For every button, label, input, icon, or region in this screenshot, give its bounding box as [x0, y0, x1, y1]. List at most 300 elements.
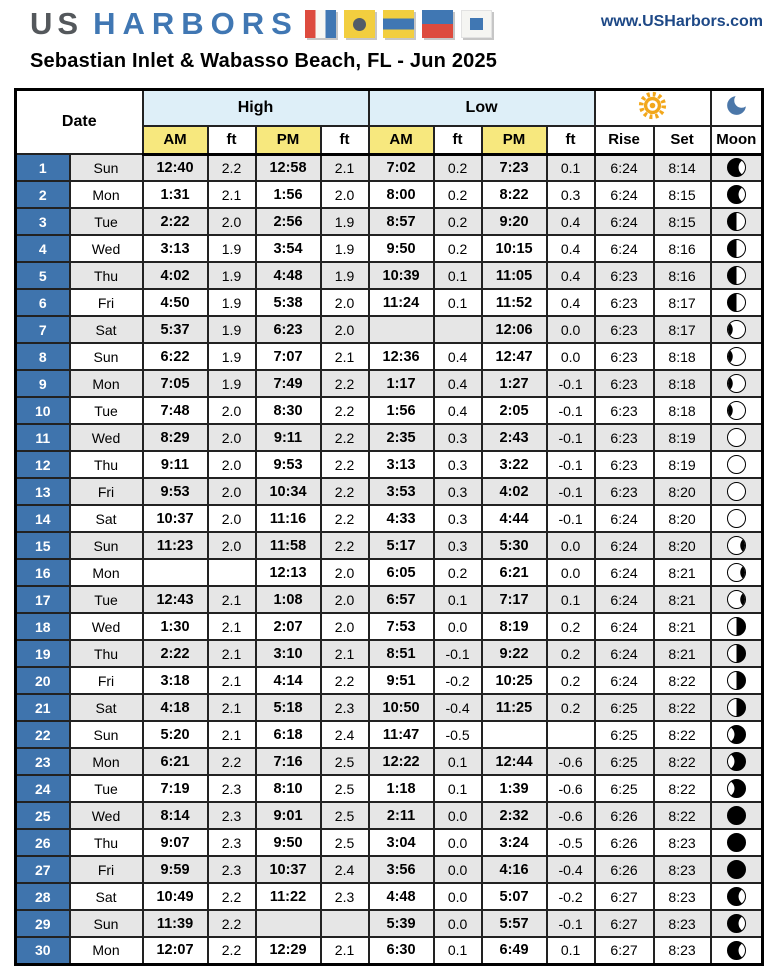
- tide-row: [16, 289, 763, 316]
- high-pm-height: 2.1: [321, 640, 369, 667]
- moon-phase-cell: [711, 883, 763, 910]
- high-am-height: 2.2: [208, 910, 256, 937]
- logo-row: [30, 5, 763, 41]
- high-am-height: 2.1: [208, 694, 256, 721]
- high-pm-height: 2.1: [321, 154, 369, 181]
- high-am-time: 4:02: [143, 262, 208, 289]
- moon-phase-cell: [711, 451, 763, 478]
- high-pm-height: 2.2: [321, 667, 369, 694]
- moon-phase-cell: [711, 640, 763, 667]
- sunrise-time: 6:24: [595, 505, 654, 532]
- low-am-time: 7:02: [369, 154, 434, 181]
- logo-harbors-text: HARBORS: [93, 5, 299, 41]
- tide-row: [16, 154, 763, 181]
- low-am-time: 8:51: [369, 640, 434, 667]
- high-am-height: 1.9: [208, 370, 256, 397]
- high-pm-time: 2:07: [256, 613, 321, 640]
- sunset-time: 8:19: [654, 424, 711, 451]
- low-am-ft-header: ft: [434, 126, 482, 154]
- moon-phase-icon: [727, 590, 746, 609]
- sunset-time: 8:15: [654, 208, 711, 235]
- low-am-height: 0.0: [434, 856, 482, 883]
- moon-phase-cell: [711, 262, 763, 289]
- low-pm-height: -0.6: [547, 748, 595, 775]
- day-number: 29: [16, 910, 70, 937]
- sunset-time: 8:18: [654, 397, 711, 424]
- sunrise-time: 6:24: [595, 181, 654, 208]
- sunset-time: 8:21: [654, 640, 711, 667]
- moon-phase-icon: [727, 158, 746, 177]
- day-number: 11: [16, 424, 70, 451]
- sunrise-time: 6:24: [595, 667, 654, 694]
- low-am-height: -0.1: [434, 640, 482, 667]
- low-pm-height: -0.1: [547, 910, 595, 937]
- low-pm-height: -0.6: [547, 802, 595, 829]
- sun-icon: [638, 91, 667, 120]
- low-am-height: -0.4: [434, 694, 482, 721]
- moon-phase-icon: [727, 293, 746, 312]
- moon-phase-cell: [711, 154, 763, 181]
- moon-phase-icon: [727, 320, 746, 339]
- low-pm-height: 0.2: [547, 613, 595, 640]
- moon-phase-icon: [727, 428, 746, 447]
- high-pm-height: 2.4: [321, 856, 369, 883]
- high-pm-time: 7:49: [256, 370, 321, 397]
- high-pm-height: 2.4: [321, 721, 369, 748]
- low-am-height: 0.0: [434, 802, 482, 829]
- day-number: 15: [16, 532, 70, 559]
- logo-us-text: US: [30, 5, 84, 41]
- high-am-height: 2.1: [208, 586, 256, 613]
- day-number: 28: [16, 883, 70, 910]
- low-pm-height: 0.2: [547, 667, 595, 694]
- sunset-time: 8:18: [654, 343, 711, 370]
- low-am-height: -0.2: [434, 667, 482, 694]
- high-pm-time: 7:16: [256, 748, 321, 775]
- high-am-time: 6:21: [143, 748, 208, 775]
- moon-phase-cell: [711, 397, 763, 424]
- high-am-height: 1.9: [208, 343, 256, 370]
- high-pm-height: 2.2: [321, 424, 369, 451]
- high-pm-time: [256, 910, 321, 937]
- low-am-time: 6:57: [369, 586, 434, 613]
- tide-table: [14, 88, 764, 966]
- moon-phase-icon: [727, 239, 746, 258]
- low-am-height: 0.1: [434, 586, 482, 613]
- low-pm-height: -0.5: [547, 829, 595, 856]
- day-number: 7: [16, 316, 70, 343]
- high-pm-time: 5:38: [256, 289, 321, 316]
- high-pm-height: 2.3: [321, 883, 369, 910]
- sunrise-time: 6:24: [595, 208, 654, 235]
- nautical-flags: [305, 10, 492, 38]
- sunset-time: 8:22: [654, 775, 711, 802]
- moon-phase-icon: [727, 779, 746, 798]
- sunset-time: 8:23: [654, 937, 711, 964]
- sunrise-time: 6:24: [595, 640, 654, 667]
- high-pm-time: 12:29: [256, 937, 321, 964]
- echo-flag-icon: [422, 10, 453, 38]
- low-pm-height: -0.1: [547, 478, 595, 505]
- low-am-time: 10:50: [369, 694, 434, 721]
- moon-phase-icon: [727, 698, 746, 717]
- high-pm-height: 2.3: [321, 694, 369, 721]
- moon-phase-cell: [711, 370, 763, 397]
- high-am-height: [208, 559, 256, 586]
- sunrise-time: 6:24: [595, 559, 654, 586]
- weekday: Wed: [70, 424, 143, 451]
- low-pm-height: 0.0: [547, 532, 595, 559]
- moon-phase-cell: [711, 748, 763, 775]
- low-am-height: 0.4: [434, 397, 482, 424]
- weekday: Fri: [70, 478, 143, 505]
- high-pm-time: 8:30: [256, 397, 321, 424]
- sunrise-time: 6:26: [595, 802, 654, 829]
- high-am-height: 2.0: [208, 478, 256, 505]
- day-number: 23: [16, 748, 70, 775]
- low-pm-time: 10:25: [482, 667, 547, 694]
- high-am-time: 11:23: [143, 532, 208, 559]
- sunrise-time: 6:23: [595, 451, 654, 478]
- low-am-height: 0.3: [434, 451, 482, 478]
- weekday: Wed: [70, 235, 143, 262]
- high-am-time: 1:31: [143, 181, 208, 208]
- moon-phase-cell: [711, 316, 763, 343]
- moon-phase-cell: [711, 532, 763, 559]
- low-pm-time: 1:39: [482, 775, 547, 802]
- low-am-time: 6:05: [369, 559, 434, 586]
- high-pm-height: 2.1: [321, 937, 369, 964]
- high-pm-time: 9:53: [256, 451, 321, 478]
- weekday: Sun: [70, 343, 143, 370]
- day-number: 24: [16, 775, 70, 802]
- sunset-time: 8:16: [654, 235, 711, 262]
- tide-row: [16, 559, 763, 586]
- moon-phase-icon: [727, 887, 746, 906]
- low-pm-height: -0.1: [547, 370, 595, 397]
- day-number: 25: [16, 802, 70, 829]
- weekday: Sun: [70, 721, 143, 748]
- sunset-time: 8:22: [654, 667, 711, 694]
- low-pm-height: -0.1: [547, 424, 595, 451]
- low-pm-height: 0.1: [547, 586, 595, 613]
- low-pm-height: -0.1: [547, 505, 595, 532]
- weekday: Tue: [70, 397, 143, 424]
- low-pm-height: 0.0: [547, 343, 595, 370]
- low-am-height: 0.1: [434, 937, 482, 964]
- high-am-height: 1.9: [208, 262, 256, 289]
- weekday: Fri: [70, 667, 143, 694]
- low-pm-time: 1:27: [482, 370, 547, 397]
- tide-row: [16, 478, 763, 505]
- high-pm-height: 2.0: [321, 586, 369, 613]
- weekday: Wed: [70, 613, 143, 640]
- sunset-time: 8:21: [654, 559, 711, 586]
- page-header: [0, 0, 777, 73]
- day-number: 30: [16, 937, 70, 964]
- sunset-time: 8:23: [654, 829, 711, 856]
- sunrise-time: 6:23: [595, 478, 654, 505]
- low-am-time: 8:57: [369, 208, 434, 235]
- moon-column-header: Moon: [711, 126, 763, 154]
- moon-phase-cell: [711, 856, 763, 883]
- high-pm-height: [321, 910, 369, 937]
- low-am-height: 0.1: [434, 748, 482, 775]
- moon-phase-icon: [727, 185, 746, 204]
- tide-row: [16, 883, 763, 910]
- date-column-header: Date: [16, 90, 143, 155]
- day-number: 8: [16, 343, 70, 370]
- sunrise-time: 6:27: [595, 937, 654, 964]
- moon-phase-cell: [711, 613, 763, 640]
- low-pm-time: 2:43: [482, 424, 547, 451]
- moon-phase-icon: [727, 482, 746, 501]
- high-pm-height: 2.0: [321, 613, 369, 640]
- high-pm-time: 6:23: [256, 316, 321, 343]
- tide-row: [16, 208, 763, 235]
- high-pm-height: 2.5: [321, 748, 369, 775]
- tide-row: [16, 694, 763, 721]
- moon-phase-cell: [711, 802, 763, 829]
- weekday: Mon: [70, 937, 143, 964]
- day-number: 1: [16, 154, 70, 181]
- high-am-time: 9:07: [143, 829, 208, 856]
- sunrise-time: 6:23: [595, 397, 654, 424]
- high-pm-height: 1.9: [321, 208, 369, 235]
- low-am-height: 0.0: [434, 613, 482, 640]
- weekday: Mon: [70, 748, 143, 775]
- low-am-height: 0.2: [434, 235, 482, 262]
- weekday: Fri: [70, 856, 143, 883]
- tide-row: [16, 721, 763, 748]
- high-am-time: 9:11: [143, 451, 208, 478]
- high-am-height: 1.9: [208, 316, 256, 343]
- high-pm-time: 10:37: [256, 856, 321, 883]
- moon-phase-icon: [727, 617, 746, 636]
- low-am-height: 0.2: [434, 208, 482, 235]
- low-pm-time: 5:30: [482, 532, 547, 559]
- moon-phase-cell: [711, 343, 763, 370]
- low-pm-height: -0.1: [547, 397, 595, 424]
- sierra-flag-square: [470, 18, 483, 30]
- day-number: 18: [16, 613, 70, 640]
- tide-row: [16, 370, 763, 397]
- india-flag-icon: [344, 10, 375, 38]
- low-am-time: 9:51: [369, 667, 434, 694]
- high-am-time: 1:30: [143, 613, 208, 640]
- low-am-height: 0.2: [434, 154, 482, 181]
- high-am-height: 2.1: [208, 667, 256, 694]
- low-am-time: 5:17: [369, 532, 434, 559]
- tide-row: [16, 802, 763, 829]
- low-am-time: 9:50: [369, 235, 434, 262]
- low-pm-time: 12:47: [482, 343, 547, 370]
- high-am-time: 10:37: [143, 505, 208, 532]
- moon-phase-cell: [711, 910, 763, 937]
- high-am-height: 2.2: [208, 883, 256, 910]
- moon-phase-icon: [727, 644, 746, 663]
- tide-row: [16, 424, 763, 451]
- low-pm-height: -0.1: [547, 451, 595, 478]
- high-am-time: 6:22: [143, 343, 208, 370]
- low-am-time: 8:00: [369, 181, 434, 208]
- sunset-time: 8:22: [654, 721, 711, 748]
- tide-table-body: [16, 154, 763, 964]
- moon-phase-cell: [711, 694, 763, 721]
- moon-phase-cell: [711, 181, 763, 208]
- day-number: 16: [16, 559, 70, 586]
- low-am-time: [369, 316, 434, 343]
- low-am-height: 0.0: [434, 883, 482, 910]
- moon-phase-icon: [727, 509, 746, 528]
- weekday: Tue: [70, 775, 143, 802]
- weekday: Mon: [70, 181, 143, 208]
- moon-phase-icon: [727, 563, 746, 582]
- high-pm-height: 2.2: [321, 397, 369, 424]
- high-am-time: 4:18: [143, 694, 208, 721]
- low-am-height: 0.3: [434, 424, 482, 451]
- moon-phase-icon: [727, 212, 746, 231]
- low-am-time: 6:30: [369, 937, 434, 964]
- high-am-time: 9:53: [143, 478, 208, 505]
- moon-phase-cell: [711, 667, 763, 694]
- sunrise-time: 6:27: [595, 883, 654, 910]
- low-pm-time: 8:19: [482, 613, 547, 640]
- high-pm-height: 2.2: [321, 451, 369, 478]
- moon-phase-cell: [711, 586, 763, 613]
- sunset-time: 8:19: [654, 451, 711, 478]
- tide-row: [16, 910, 763, 937]
- high-pm-time: 11:22: [256, 883, 321, 910]
- high-pm-height: 2.0: [321, 181, 369, 208]
- moon-phase-cell: [711, 775, 763, 802]
- high-am-height: 2.0: [208, 451, 256, 478]
- sierra-flag-icon: [461, 10, 492, 38]
- low-pm-time: 11:05: [482, 262, 547, 289]
- low-pm-time: 9:22: [482, 640, 547, 667]
- moon-phase-cell: [711, 289, 763, 316]
- high-am-time: 11:39: [143, 910, 208, 937]
- high-am-height: 2.3: [208, 775, 256, 802]
- moon-phase-icon: [727, 455, 746, 474]
- low-am-height: 0.3: [434, 532, 482, 559]
- sunset-time: 8:17: [654, 316, 711, 343]
- high-am-ft-header: ft: [208, 126, 256, 154]
- high-pm-header: PM: [256, 126, 321, 154]
- high-am-height: 2.1: [208, 721, 256, 748]
- high-am-time: 3:18: [143, 667, 208, 694]
- low-pm-time: [482, 721, 547, 748]
- sunrise-header: Rise: [595, 126, 654, 154]
- tide-row: [16, 856, 763, 883]
- low-pm-time: 4:02: [482, 478, 547, 505]
- high-pm-ft-header: ft: [321, 126, 369, 154]
- low-am-height: 0.0: [434, 829, 482, 856]
- high-pm-time: 11:16: [256, 505, 321, 532]
- sunset-time: 8:17: [654, 289, 711, 316]
- low-pm-time: 4:16: [482, 856, 547, 883]
- weekday: Wed: [70, 802, 143, 829]
- day-number: 9: [16, 370, 70, 397]
- low-am-time: 3:56: [369, 856, 434, 883]
- moon-phase-cell: [711, 721, 763, 748]
- sunrise-time: 6:24: [595, 532, 654, 559]
- sunrise-time: 6:23: [595, 289, 654, 316]
- low-am-height: 0.2: [434, 181, 482, 208]
- low-am-height: 0.4: [434, 370, 482, 397]
- crescent-moon-icon: [724, 93, 749, 118]
- low-pm-height: 0.1: [547, 154, 595, 181]
- day-number: 26: [16, 829, 70, 856]
- tide-row: [16, 586, 763, 613]
- day-number: 20: [16, 667, 70, 694]
- sunset-time: 8:22: [654, 802, 711, 829]
- high-pm-time: 3:10: [256, 640, 321, 667]
- sun-header-cell: [595, 90, 711, 127]
- high-am-time: 12:43: [143, 586, 208, 613]
- low-pm-time: 6:49: [482, 937, 547, 964]
- tide-row: [16, 235, 763, 262]
- moon-phase-icon: [727, 536, 746, 555]
- moon-phase-icon: [727, 401, 746, 420]
- moon-phase-cell: [711, 505, 763, 532]
- website-link[interactable]: www.USHarbors.com: [600, 13, 763, 30]
- high-pm-height: 2.5: [321, 829, 369, 856]
- high-pm-time: 4:48: [256, 262, 321, 289]
- day-number: 19: [16, 640, 70, 667]
- high-pm-time: 4:14: [256, 667, 321, 694]
- day-number: 21: [16, 694, 70, 721]
- tide-row: [16, 640, 763, 667]
- weekday: Thu: [70, 829, 143, 856]
- low-pm-height: 0.1: [547, 937, 595, 964]
- high-pm-time: 9:50: [256, 829, 321, 856]
- high-am-height: 2.1: [208, 613, 256, 640]
- low-am-time: 11:24: [369, 289, 434, 316]
- sunset-time: 8:23: [654, 883, 711, 910]
- low-pm-time: 2:05: [482, 397, 547, 424]
- high-am-height: 2.0: [208, 208, 256, 235]
- moon-phase-cell: [711, 424, 763, 451]
- sunset-time: 8:23: [654, 856, 711, 883]
- low-am-height: 0.1: [434, 775, 482, 802]
- weekday: Sat: [70, 316, 143, 343]
- high-am-height: 1.9: [208, 289, 256, 316]
- india-flag-dot: [353, 18, 366, 31]
- low-pm-height: 0.4: [547, 208, 595, 235]
- high-am-height: 2.0: [208, 532, 256, 559]
- high-am-height: 2.2: [208, 154, 256, 181]
- high-pm-height: 2.5: [321, 802, 369, 829]
- high-am-height: 2.2: [208, 937, 256, 964]
- high-am-time: 7:48: [143, 397, 208, 424]
- weekday: Fri: [70, 289, 143, 316]
- sunrise-time: 6:23: [595, 424, 654, 451]
- tide-row: [16, 262, 763, 289]
- low-am-time: 3:13: [369, 451, 434, 478]
- day-number: 27: [16, 856, 70, 883]
- high-pm-height: 2.2: [321, 370, 369, 397]
- low-am-height: 0.1: [434, 262, 482, 289]
- high-pm-time: 9:01: [256, 802, 321, 829]
- low-am-height: 0.1: [434, 289, 482, 316]
- weekday: Tue: [70, 586, 143, 613]
- moon-phase-cell: [711, 478, 763, 505]
- header-group-row: [16, 90, 763, 127]
- high-am-height: 2.2: [208, 748, 256, 775]
- low-tide-header: Low: [369, 90, 595, 127]
- moon-phase-icon: [727, 833, 746, 852]
